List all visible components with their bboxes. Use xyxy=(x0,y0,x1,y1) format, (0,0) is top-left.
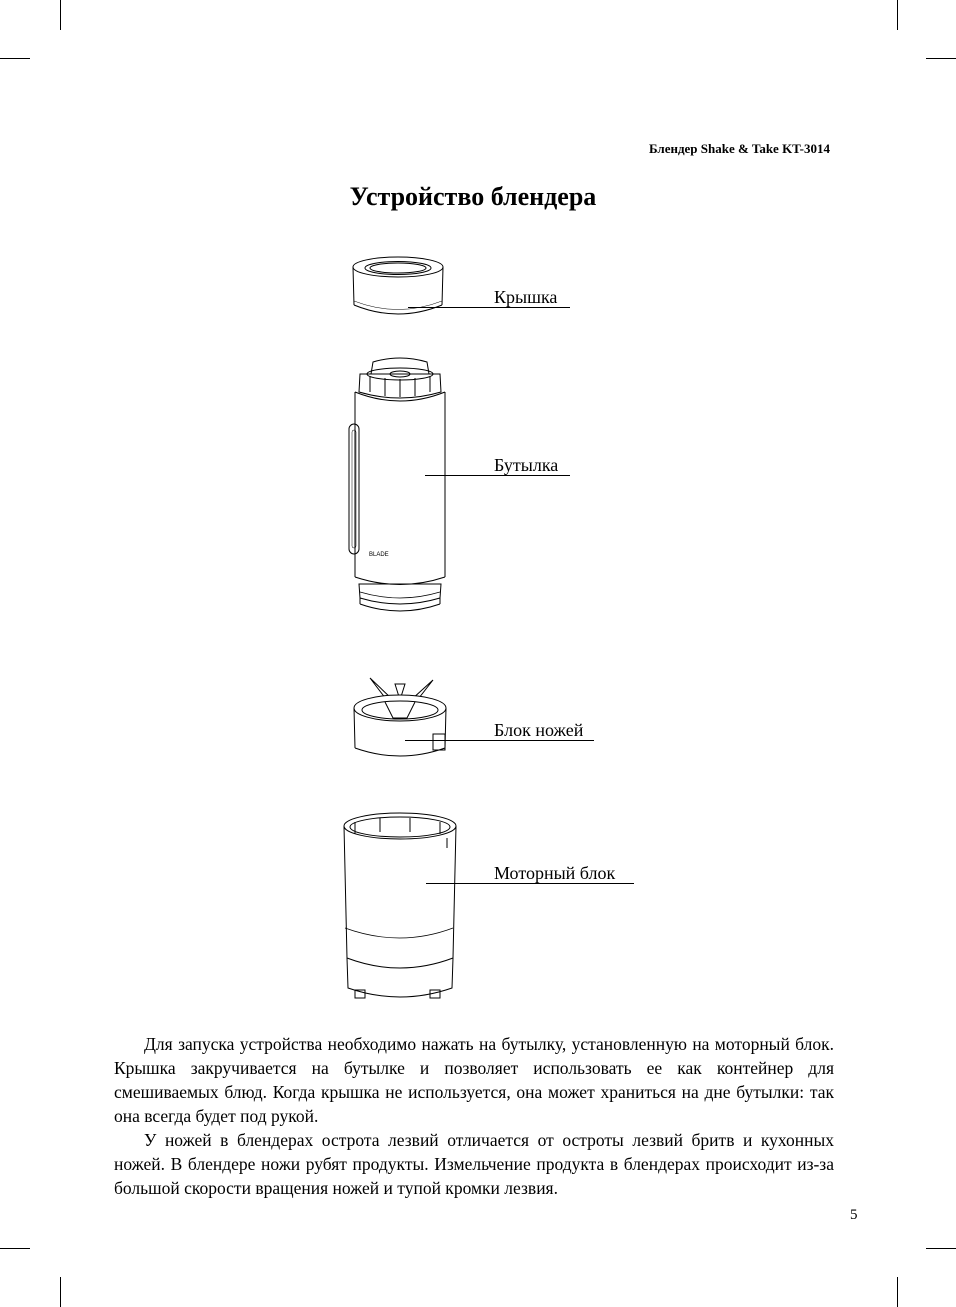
page-number: 5 xyxy=(850,1207,858,1223)
svg-text:BLADE: BLADE xyxy=(369,552,389,558)
label-bottle: Бутылка xyxy=(494,456,570,476)
label-blade-unit: Блок ножей xyxy=(494,721,594,741)
crop-mark xyxy=(897,0,898,30)
crop-mark xyxy=(926,58,956,59)
crop-mark xyxy=(0,1248,30,1249)
crop-mark xyxy=(926,1248,956,1249)
blade-unit-illustration xyxy=(345,670,465,765)
motor-unit-leader xyxy=(426,883,494,884)
lid-leader xyxy=(408,307,494,308)
label-lid: Крышка xyxy=(494,288,570,308)
lid-illustration xyxy=(340,255,460,325)
motor-unit-illustration xyxy=(335,808,465,1008)
crop-mark xyxy=(0,58,30,59)
crop-mark xyxy=(60,1277,61,1307)
paragraph: У ножей в блендерах острота лезвий отличается от остроты лезвий бритв и кухонных ножей. В блендере ножи рубят продукты. Измельчение продукта в блендерах происходит из-за большой скорости вращения ножей и тупой кромки лезвия. xyxy=(114,1130,834,1198)
blade-unit-leader xyxy=(405,740,494,741)
crop-mark xyxy=(60,0,61,30)
running-header: Блендер Shake & Take KT-3014 xyxy=(648,141,830,156)
label-motor-unit: Моторный блок xyxy=(494,864,634,884)
paragraph: Для запуска устройства необходимо нажать на бутылку, установленную на моторный блок. Крышка закручивается на бутылке и позволяет использовать ее как контейнер для смешиваемых блюд. Когда крышка не используется, она может храниться на дне бутылки: так она всегда будет под рукой. xyxy=(114,1034,834,1126)
bottle-illustration xyxy=(345,352,455,624)
page-title: Устройство блендера xyxy=(349,182,597,211)
bottle-leader xyxy=(425,475,494,476)
crop-mark xyxy=(897,1277,898,1307)
